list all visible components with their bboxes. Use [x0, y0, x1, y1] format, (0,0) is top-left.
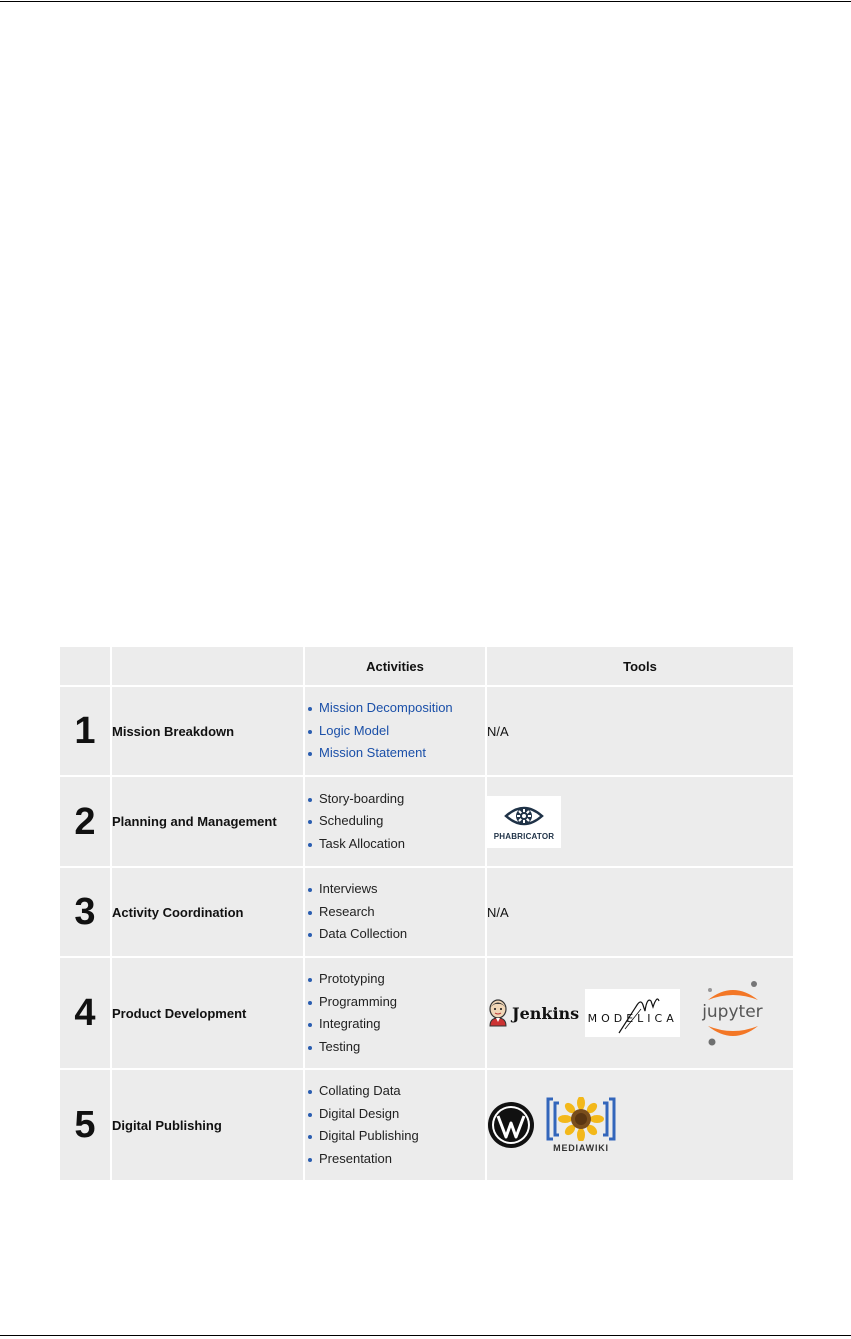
activity-item: Story-boarding — [305, 788, 485, 811]
page-top-rule — [0, 1, 851, 2]
table-row — [60, 958, 793, 1068]
wordpress-logo-icon — [487, 1101, 535, 1149]
activity-item: Task Allocation — [305, 833, 485, 856]
phabricator-logo — [487, 796, 561, 848]
activities-cell — [305, 777, 485, 866]
activity-item: Integrating — [305, 1013, 485, 1036]
modelica-logo — [585, 989, 680, 1037]
phase-name: Mission Breakdown — [112, 687, 303, 775]
mediawiki-wordmark: MEDIAWIKI — [553, 1143, 609, 1153]
row-number: 5 — [60, 1070, 110, 1180]
row-number: 2 — [60, 777, 110, 866]
header-phase — [112, 647, 303, 685]
header-tools: Tools — [487, 647, 793, 685]
activity-item: Collating Data — [305, 1080, 485, 1103]
activities-list — [305, 788, 485, 856]
row-number: 3 — [60, 868, 110, 956]
phabricator-eye-icon — [504, 802, 544, 830]
activity-item: Interviews — [305, 878, 485, 901]
activity-link[interactable]: Mission Decomposition — [305, 697, 485, 720]
activities-list — [305, 878, 485, 946]
table-header-row — [60, 647, 793, 685]
activity-item: Data Collection — [305, 923, 485, 946]
mediawiki-sunflower-icon — [545, 1097, 617, 1141]
jenkins-wordmark: Jenkins — [512, 1003, 580, 1023]
activities-list — [305, 1080, 485, 1170]
table-row — [60, 868, 793, 956]
modelica-wordmark: MODELICA — [587, 1011, 678, 1025]
process-table — [58, 645, 795, 1182]
activities-cell — [305, 868, 485, 956]
jenkins-logo — [487, 999, 579, 1027]
activities-list — [305, 968, 485, 1058]
header-number — [60, 647, 110, 685]
tools-cell: N/A — [487, 687, 793, 775]
activities-list — [305, 697, 485, 765]
table-row — [60, 1070, 793, 1180]
activities-cell — [305, 1070, 485, 1180]
tools-cell — [487, 1070, 793, 1180]
phase-name: Digital Publishing — [112, 1070, 303, 1180]
header-activities: Activities — [305, 647, 485, 685]
activity-item: Testing — [305, 1036, 485, 1059]
phase-name: Activity Coordination — [112, 868, 303, 956]
row-number: 4 — [60, 958, 110, 1068]
mediawiki-logo — [545, 1097, 617, 1153]
jenkins-butler-icon — [487, 999, 509, 1027]
activity-link[interactable]: Logic Model — [305, 720, 485, 743]
activity-item: Programming — [305, 991, 485, 1014]
phase-name: Planning and Management — [112, 777, 303, 866]
activities-cell — [305, 687, 485, 775]
activity-item: Digital Design — [305, 1103, 485, 1126]
activities-cell — [305, 958, 485, 1068]
page-bottom-rule — [0, 1335, 851, 1336]
jupyter-wordmark: jupyter — [702, 1002, 763, 1022]
activity-item: Digital Publishing — [305, 1125, 485, 1148]
activity-item: Research — [305, 901, 485, 924]
row-number: 1 — [60, 687, 110, 775]
tools-cell — [487, 958, 793, 1068]
phase-name: Product Development — [112, 958, 303, 1068]
jupyter-logo — [700, 978, 766, 1048]
table-row — [60, 777, 793, 866]
activity-link[interactable]: Mission Statement — [305, 742, 485, 765]
activity-item: Scheduling — [305, 810, 485, 833]
tools-cell: N/A — [487, 868, 793, 956]
table-row — [60, 687, 793, 775]
phabricator-wordmark: PHABRICATOR — [493, 832, 555, 841]
activity-item: Presentation — [305, 1148, 485, 1171]
tools-cell — [487, 777, 793, 866]
activity-item: Prototyping — [305, 968, 485, 991]
